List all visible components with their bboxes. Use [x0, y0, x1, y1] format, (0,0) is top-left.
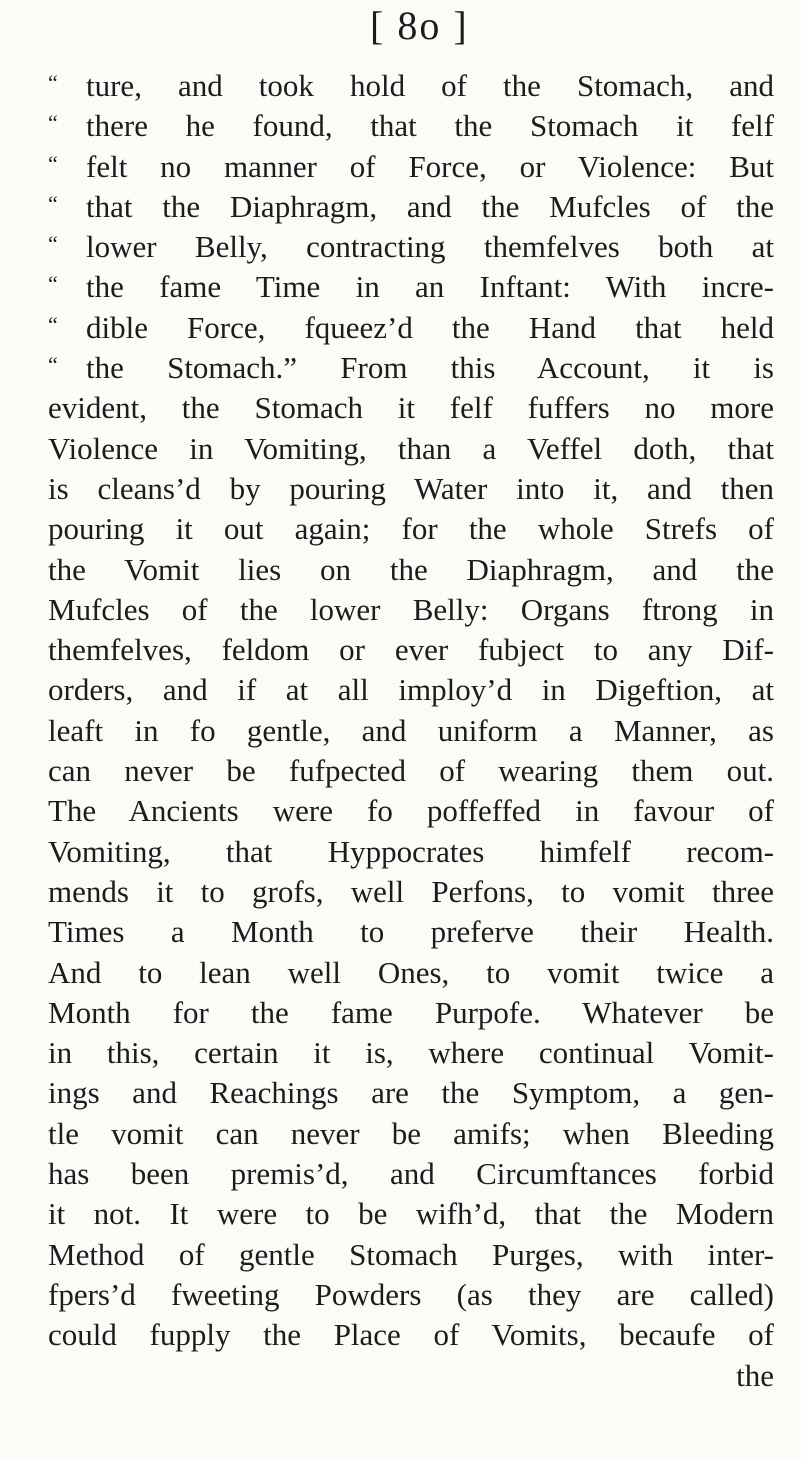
line-text: Method of gentle Stomach Purges, with inter-	[48, 1236, 774, 1272]
text-line	[48, 872, 774, 912]
line-text: ture, and took hold of the Stomach, and	[86, 68, 774, 103]
text-line	[48, 1154, 774, 1194]
text-line	[48, 308, 774, 348]
text-line	[48, 993, 774, 1033]
line-text: felt no manner of Force, or Violence: But	[86, 148, 774, 184]
text-line	[48, 147, 774, 187]
page-number: [ 8o ]	[370, 3, 469, 48]
line-text: Violence in Vomiting, than a Veffel doth, that	[48, 430, 774, 466]
text-line	[48, 1315, 774, 1355]
line-text: Mufcles of the lower Belly: Organs ftrong in	[48, 591, 774, 627]
line-text: the fame Time in an Inftant: With incre-	[86, 269, 774, 305]
line-text: mends it to grofs, well Perfons, to vomit three	[48, 873, 774, 909]
quote-mark: “	[48, 311, 58, 337]
line-text: that the Diaphragm, and the Mufcles of the	[86, 188, 774, 224]
text-line	[48, 711, 774, 751]
text-line	[48, 187, 774, 227]
line-text: dible Force, fqueez’d the Hand that held	[86, 309, 774, 345]
line-text: pouring it out again; for the whole Strefs of	[48, 511, 774, 547]
body-text	[48, 66, 774, 1396]
quote-mark: “	[48, 352, 58, 378]
text-line	[48, 791, 774, 831]
text-line	[48, 670, 774, 710]
quote-mark: “	[48, 70, 58, 95]
text-line	[48, 630, 774, 670]
line-text: there he found, that the Stomach it felf	[86, 108, 774, 144]
line-text: ings and Reachings are the Symptom, a gen-	[48, 1075, 774, 1111]
line-text: orders, and if at all imploy’d in Digeftion, at	[48, 672, 774, 708]
line-text: Times a Month to preferve their Health.	[48, 914, 774, 950]
text-line	[48, 953, 774, 993]
line-text: themfelves, feldom or ever fubject to any Dif-	[48, 632, 774, 668]
text-line	[48, 388, 774, 428]
text-line	[48, 1275, 774, 1315]
text-line	[48, 1073, 774, 1113]
line-text: lower Belly, contracting themfelves both at	[86, 229, 774, 265]
text-line	[48, 469, 774, 509]
text-line	[48, 590, 774, 630]
line-text: Month for the fame Purpofe. Whatever be	[48, 994, 774, 1030]
catchword: the	[736, 1357, 774, 1393]
text-line	[48, 429, 774, 469]
text-line	[48, 227, 774, 267]
line-text: evident, the Stomach it felf fuffers no more	[48, 390, 774, 426]
line-text: the Stomach.” From this Account, it is	[86, 350, 774, 386]
text-line	[48, 1033, 774, 1073]
line-text: Vomiting, that Hyppocrates himfelf recom-	[48, 833, 774, 869]
text-line	[48, 348, 774, 388]
line-text: has been premis’d, and Circumftances forbid	[48, 1156, 774, 1192]
quote-mark: “	[48, 150, 58, 176]
line-text: tle vomit can never be amifs; when Bleeding	[48, 1115, 774, 1151]
text-line	[48, 106, 774, 146]
quote-mark: “	[48, 110, 58, 136]
quote-mark: “	[48, 271, 58, 297]
line-text: And to lean well Ones, to vomit twice a	[48, 954, 774, 990]
text-line	[48, 1235, 774, 1275]
text-line	[48, 1194, 774, 1234]
quote-mark: “	[48, 190, 58, 216]
catchword-line	[48, 1356, 774, 1396]
text-line	[48, 832, 774, 872]
line-text: The Ancients were fo poffeffed in favour of	[48, 793, 774, 829]
text-line	[48, 550, 774, 590]
quote-mark: “	[48, 231, 58, 257]
line-text: leaft in fo gentle, and uniform a Manner, as	[48, 712, 774, 748]
line-text: in this, certain it is, where continual Vomit-	[48, 1035, 774, 1071]
text-line	[48, 509, 774, 549]
text-line	[48, 66, 774, 106]
line-text: it not. It were to be wifh’d, that the Modern	[48, 1196, 774, 1232]
line-text: can never be fufpected of wearing them out.	[48, 753, 774, 789]
text-line	[48, 267, 774, 307]
line-text: could fupply the Place of Vomits, becaufe of	[48, 1317, 774, 1353]
line-text: fpers’d fweeting Powders (as they are called)	[48, 1276, 774, 1312]
text-line	[48, 751, 774, 791]
text-line	[48, 912, 774, 952]
line-text: the Vomit lies on the Diaphragm, and the	[48, 551, 774, 587]
line-text: is cleans’d by pouring Water into it, and then	[48, 470, 774, 506]
text-line	[48, 1114, 774, 1154]
